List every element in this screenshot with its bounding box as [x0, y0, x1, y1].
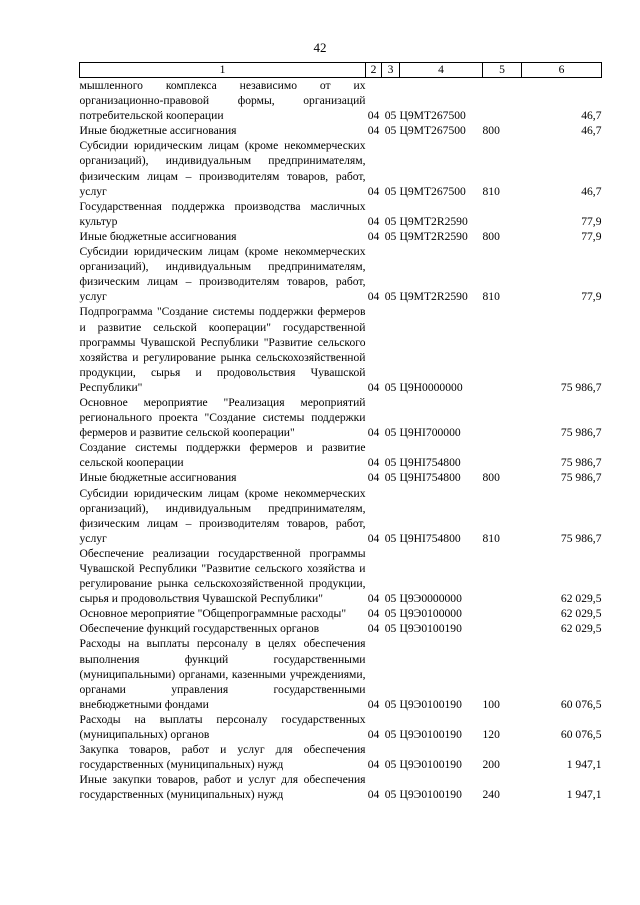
section-code: 04 — [367, 471, 380, 485]
section-code: 04 — [367, 622, 380, 636]
amount: 62 029,5 — [560, 607, 602, 621]
expense-type-code: 810 — [482, 184, 500, 198]
target-article-code: Ц9Э0100000 — [399, 607, 462, 621]
expense-type-code — [483, 621, 522, 636]
section-code: 04 — [367, 426, 380, 440]
expense-type-code: 800 — [482, 229, 500, 243]
table-row — [80, 395, 602, 440]
column-header: 3 — [382, 63, 400, 78]
target-article-code: Ц9НI700000 — [399, 426, 461, 440]
amount: 75 986,7 — [560, 471, 602, 485]
section-code: 04 — [367, 380, 380, 394]
subsection-code: 05 — [384, 788, 397, 802]
expense-name: Обеспечение функций государственных органов — [79, 622, 320, 636]
section-code: 04 — [367, 592, 380, 606]
expense-name: Основное мероприятие "Реализация мероприятий регионального проекта "Создание системы поддержки фермеров и развитие сельской кооперации" — [79, 395, 366, 440]
subsection-code: 05 — [384, 290, 397, 304]
expense-type-code — [483, 304, 522, 395]
subsection-code: 05 — [384, 622, 397, 636]
subsection-code: 05 — [384, 109, 397, 123]
target-article-code: Ц9НI754800 — [399, 531, 461, 545]
subsection-code: 05 — [384, 229, 397, 243]
column-header: 2 — [366, 63, 382, 78]
expense-name: Подпрограмма "Создание системы поддержки фермеров и развитие сельской кооперации" государственной программы Чувашской Республики "Развитие сельского хозяйства и регулирование рынка сельскохозяйственной продукции, сырья и продовольствия Чувашской Республики" — [79, 305, 366, 394]
section-code: 04 — [367, 214, 380, 228]
amount: 75 986,7 — [560, 380, 602, 394]
expense-name: Иные бюджетные ассигнования — [79, 124, 237, 138]
target-article-code: Ц9МТ267500 — [399, 109, 466, 123]
subsection-code: 05 — [384, 758, 397, 772]
expense-type-code — [483, 440, 522, 470]
amount: 1 947,1 — [566, 788, 602, 802]
table-row — [80, 470, 602, 485]
section-code: 04 — [367, 229, 380, 243]
target-article-code: Ц9Э0000000 — [399, 592, 462, 606]
column-header: 4 — [400, 63, 483, 78]
expense-name: Субсидии юридическим лицам (кроме некоммерческих организаций), индивидуальным предпринимателям, физическим лицам – производителям товаров, работ, услуг — [79, 486, 366, 545]
table-row — [80, 486, 602, 546]
section-code: 04 — [367, 697, 380, 711]
subsection-code: 05 — [384, 471, 397, 485]
table-body — [80, 78, 602, 803]
target-article-code: Ц9МТ267500 — [399, 184, 466, 198]
amount: 75 986,7 — [560, 531, 602, 545]
subsection-code: 05 — [384, 380, 397, 394]
target-article-code: Ц9МТ2R2590 — [399, 229, 468, 243]
expense-type-code — [483, 199, 522, 229]
subsection-code: 05 — [384, 124, 397, 138]
table-row — [80, 78, 602, 124]
table-row — [80, 138, 602, 198]
section-code: 04 — [367, 728, 380, 742]
expense-name: Иные бюджетные ассигнования — [79, 471, 237, 485]
amount: 60 076,5 — [560, 697, 602, 711]
table-row — [80, 636, 602, 711]
table-row — [80, 304, 602, 395]
expense-name: Закупка товаров, работ и услуг для обеспечения государственных (муниципальных) нужд — [79, 743, 366, 772]
table-row — [80, 772, 602, 802]
table-row — [80, 621, 602, 636]
expense-type-code: 240 — [482, 788, 500, 802]
expense-type-code: 100 — [482, 697, 500, 711]
table-row — [80, 546, 602, 606]
page-number: 42 — [313, 40, 327, 55]
expense-type-code: 810 — [482, 290, 500, 304]
section-code: 04 — [367, 124, 380, 138]
section-code: 04 — [367, 531, 380, 545]
table-row — [80, 712, 602, 742]
amount: 62 029,5 — [560, 622, 602, 636]
subsection-code: 05 — [384, 531, 397, 545]
expense-name: Иные бюджетные ассигнования — [79, 229, 237, 243]
target-article-code: Ц9МТ2R2590 — [399, 290, 468, 304]
expense-name: Субсидии юридическим лицам (кроме некоммерческих организаций), индивидуальным предпринимателям, физическим лицам – производителям товаров, работ, услуг — [79, 139, 366, 198]
amount: 1 947,1 — [566, 758, 602, 772]
expense-type-code: 120 — [482, 728, 500, 742]
target-article-code: Ц9Э0100190 — [399, 758, 462, 772]
target-article-code: Ц9МТ2R2590 — [399, 214, 468, 228]
expense-type-code: 800 — [482, 124, 500, 138]
amount: 77,9 — [581, 229, 602, 243]
expense-name: Расходы на выплаты персоналу государственных (муниципальных) органов — [79, 712, 366, 742]
expense-name: мышленного комплекса независимо от их организационно-правовой формы, организаций потребительской кооперации — [79, 79, 366, 123]
amount: 46,7 — [581, 124, 602, 138]
target-article-code: Ц9Э0100190 — [399, 697, 462, 711]
expense-type-code — [483, 395, 522, 440]
subsection-code: 05 — [384, 728, 397, 742]
table-row — [80, 244, 602, 304]
section-code: 04 — [367, 788, 380, 802]
expense-name: Государственная поддержка производства масличных культур — [79, 199, 366, 228]
amount: 46,7 — [581, 184, 602, 198]
table-row — [80, 606, 602, 621]
amount: 77,9 — [581, 290, 602, 304]
subsection-code: 05 — [384, 456, 397, 470]
target-article-code: Ц9Э0100190 — [399, 728, 462, 742]
expense-type-code — [483, 546, 522, 606]
section-code: 04 — [367, 456, 380, 470]
section-code: 04 — [367, 607, 380, 621]
target-article-code: Ц9НI754800 — [399, 456, 461, 470]
subsection-code: 05 — [384, 214, 397, 228]
expense-name: Иные закупки товаров, работ и услуг для обеспечения государственных (муниципальных) нужд — [79, 773, 366, 802]
expense-type-code: 800 — [482, 471, 500, 485]
amount: 75 986,7 — [560, 456, 602, 470]
expense-type-code — [483, 78, 522, 124]
column-header: 5 — [483, 63, 522, 78]
column-header: 1 — [80, 63, 366, 78]
target-article-code: Ц9Н0000000 — [399, 380, 463, 394]
table-row — [80, 123, 602, 138]
target-article-code: Ц9Э0100190 — [399, 788, 462, 802]
section-code: 04 — [367, 184, 380, 198]
expense-name: Основное мероприятие "Общепрограммные расходы" — [79, 607, 347, 621]
table-row — [80, 199, 602, 229]
subsection-code: 05 — [384, 184, 397, 198]
expense-name: Расходы на выплаты персоналу в целях обеспечения выполнения функций государственными (муниципальными) органами, казенными учреждениями, органами управления государственными внебюджетными фондами — [79, 637, 366, 711]
target-article-code: Ц9МТ267500 — [399, 124, 466, 138]
subsection-code: 05 — [384, 592, 397, 606]
amount: 46,7 — [581, 109, 602, 123]
budget-table — [79, 62, 602, 803]
expense-name: Обеспечение реализации государственной программы Чувашской Республики "Развитие сельского хозяйства и регулирование рынка сельскохозяйственной продукции, сырья и продовольствия Чувашской Республики" — [79, 546, 366, 606]
section-code: 04 — [367, 109, 380, 123]
subsection-code: 05 — [384, 607, 397, 621]
table-header-row — [80, 63, 602, 78]
column-header: 6 — [522, 63, 602, 78]
expense-type-code: 810 — [482, 531, 500, 545]
section-code: 04 — [367, 758, 380, 772]
section-code: 04 — [367, 290, 380, 304]
amount: 75 986,7 — [560, 426, 602, 440]
expense-name: Создание системы поддержки фермеров и развитие сельской кооперации — [79, 441, 366, 470]
target-article-code: Ц9Э0100190 — [399, 622, 462, 636]
amount: 77,9 — [581, 214, 602, 228]
table-row — [80, 440, 602, 470]
amount: 60 076,5 — [560, 728, 602, 742]
expense-type-code — [483, 606, 522, 621]
expense-type-code: 200 — [482, 758, 500, 772]
subsection-code: 05 — [384, 697, 397, 711]
subsection-code: 05 — [384, 426, 397, 440]
table-row — [80, 229, 602, 244]
target-article-code: Ц9НI754800 — [399, 471, 461, 485]
amount: 62 029,5 — [560, 592, 602, 606]
expense-name: Субсидии юридическим лицам (кроме некоммерческих организаций), индивидуальным предпринимателям, физическим лицам – производителям товаров, работ, услуг — [79, 245, 366, 304]
table-row — [80, 742, 602, 772]
